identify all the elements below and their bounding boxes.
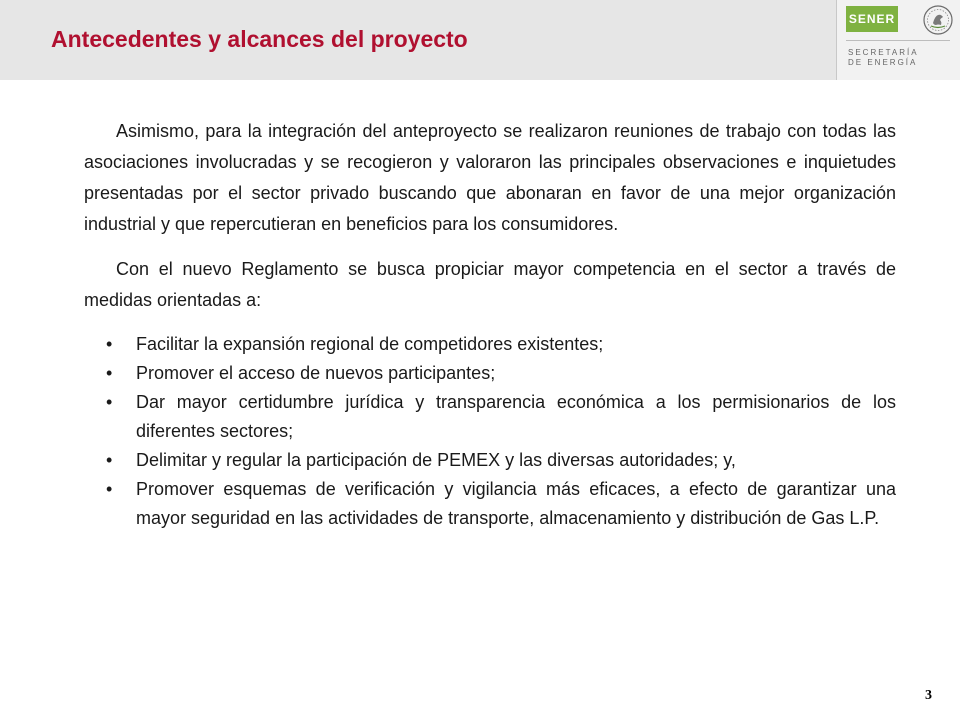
secretaria-label	[848, 48, 938, 68]
list-item: • Promover el acceso de nuevos participantes;	[136, 359, 896, 388]
sener-brand-label: SENER	[846, 6, 898, 32]
list-item: • Delimitar y regular la participación de PEMEX y las diversas autoridades; y,	[136, 446, 896, 475]
secretaria-line-1: SECRETARÍA	[848, 48, 919, 57]
page-title: Antecedentes y alcances del proyecto	[51, 26, 468, 52]
mexico-coat-of-arms-icon	[922, 4, 954, 36]
slide-content	[84, 116, 896, 533]
secretaria-line-2: DE ENERGÍA	[848, 58, 918, 67]
header-bar	[0, 0, 960, 80]
measures-list	[84, 330, 896, 533]
intro-paragraph: Asimismo, para la integración del anteproyecto se realizaron reuniones de trabajo con todas las asociaciones involucradas y se recogieron y valoraron las principales observaciones e inquietudes presentadas por el sector privado buscando que abonaran en favor de una mejor organización industrial y que repercutieran en beneficios para los consumidores.	[84, 121, 896, 234]
list-item: • Facilitar la expansión regional de competidores existentes;	[136, 330, 896, 359]
logo-divider	[836, 0, 837, 80]
regulation-paragraph: Con el nuevo Reglamento se busca propiciar mayor competencia en el sector a través de medidas orientadas a:	[84, 259, 896, 310]
list-item: • Dar mayor certidumbre jurídica y transparencia económica a los permisionarios de los diferentes sectores;	[136, 388, 896, 446]
page-number: 3	[925, 688, 932, 703]
logo-rule	[846, 40, 950, 41]
list-item: • Promover esquemas de verificación y vigilancia más eficaces, a efecto de garantizar una mayor seguridad en las actividades de transporte, almacenamiento y distribución de Gas L.P.	[136, 475, 896, 533]
